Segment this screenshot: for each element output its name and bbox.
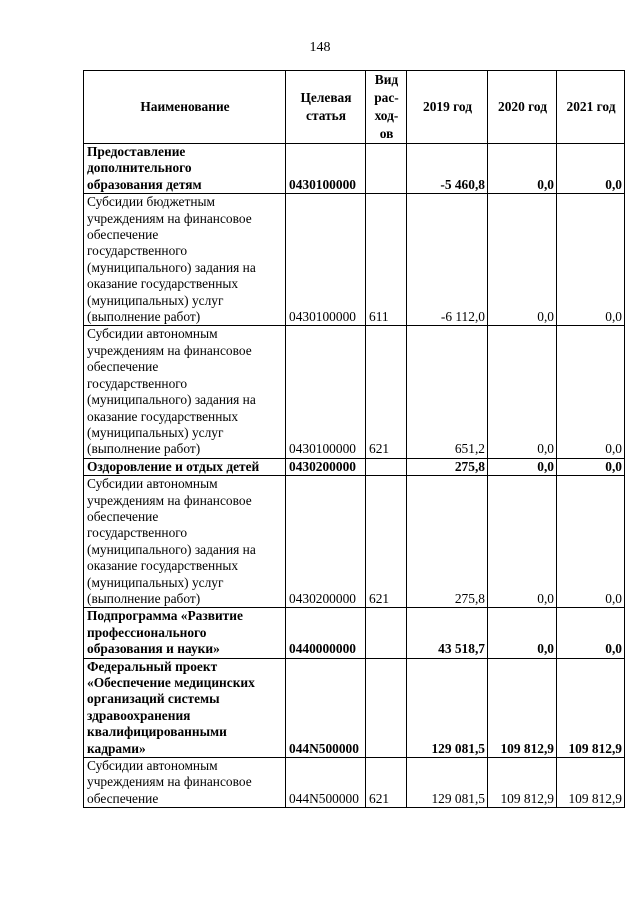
row-value-2021: 0,0 [557, 458, 625, 475]
row-target-article: 044N500000 [286, 658, 366, 757]
row-expense-type [366, 458, 407, 475]
row-value-2020: 109 812,9 [488, 758, 557, 808]
row-target-article: 0430200000 [286, 458, 366, 475]
row-target-article: 0430100000 [286, 144, 366, 194]
row-expense-type: 621 [366, 326, 407, 458]
table-row [84, 758, 625, 808]
row-value-2019: 43 518,7 [407, 608, 488, 658]
row-expense-type: 611 [366, 194, 407, 326]
table-header-row [84, 71, 625, 144]
table-row [84, 326, 625, 458]
row-value-2020: 0,0 [488, 608, 557, 658]
row-expense-type [366, 144, 407, 194]
row-name: Субсидии бюджетным учреждениям на финансовое обеспечение государственного (муниципального) задания на оказание государственных (муниципальных) услуг (выполнение работ) [84, 194, 286, 326]
row-value-2021: 0,0 [557, 476, 625, 608]
row-target-article: 0430100000 [286, 194, 366, 326]
header-name: Наименование [84, 71, 286, 144]
table-row [84, 144, 625, 194]
header-year-2019: 2019 год [407, 71, 488, 144]
row-name: Субсидии автономным учреждениям на финансовое обеспечение государственного (муниципального) задания на оказание государственных (муниципальных) услуг (выполнение работ) [84, 476, 286, 608]
row-value-2021: 109 812,9 [557, 658, 625, 757]
row-expense-type: 621 [366, 758, 407, 808]
row-value-2019: 275,8 [407, 476, 488, 608]
header-year-2021: 2021 год [557, 71, 625, 144]
row-value-2019: -6 112,0 [407, 194, 488, 326]
row-value-2020: 109 812,9 [488, 658, 557, 757]
header-expense-type: Вид рас-ход-ов [366, 71, 407, 144]
table-row [84, 658, 625, 757]
row-value-2019: 129 081,5 [407, 658, 488, 757]
row-target-article: 044N500000 [286, 758, 366, 808]
row-value-2021: 0,0 [557, 608, 625, 658]
page-number: 148 [309, 40, 331, 55]
row-value-2021: 0,0 [557, 194, 625, 326]
row-value-2019: 275,8 [407, 458, 488, 475]
row-name: Субсидии автономным учреждениям на финансовое обеспечение [84, 758, 286, 808]
row-name: Предоставление дополнительного образования детям [84, 144, 286, 194]
table-row [84, 476, 625, 608]
table-body [84, 144, 625, 808]
row-name: Федеральный проект «Обеспечение медицинских организаций системы здравоохранения квалифицированными кадрами» [84, 658, 286, 757]
row-name: Оздоровление и отдых детей [84, 458, 286, 475]
table-row [84, 458, 625, 475]
header-target-article: Целевая статья [286, 71, 366, 144]
row-value-2021: 0,0 [557, 144, 625, 194]
row-value-2020: 0,0 [488, 476, 557, 608]
row-value-2020: 0,0 [488, 194, 557, 326]
row-value-2019: -5 460,8 [407, 144, 488, 194]
row-value-2021: 109 812,9 [557, 758, 625, 808]
row-value-2021: 0,0 [557, 326, 625, 458]
row-expense-type [366, 658, 407, 757]
row-value-2020: 0,0 [488, 326, 557, 458]
row-value-2019: 129 081,5 [407, 758, 488, 808]
table-row [84, 608, 625, 658]
row-value-2019: 651,2 [407, 326, 488, 458]
table-row [84, 194, 625, 326]
row-target-article: 0430200000 [286, 476, 366, 608]
budget-table [83, 70, 625, 808]
row-target-article: 0430100000 [286, 326, 366, 458]
row-expense-type [366, 608, 407, 658]
row-expense-type: 621 [366, 476, 407, 608]
row-name: Подпрограмма «Развитие профессионального образования и науки» [84, 608, 286, 658]
header-year-2020: 2020 год [488, 71, 557, 144]
row-target-article: 0440000000 [286, 608, 366, 658]
row-value-2020: 0,0 [488, 458, 557, 475]
row-value-2020: 0,0 [488, 144, 557, 194]
row-name: Субсидии автономным учреждениям на финансовое обеспечение государственного (муниципального) задания на оказание государственных (муниципальных) услуг (выполнение работ) [84, 326, 286, 458]
